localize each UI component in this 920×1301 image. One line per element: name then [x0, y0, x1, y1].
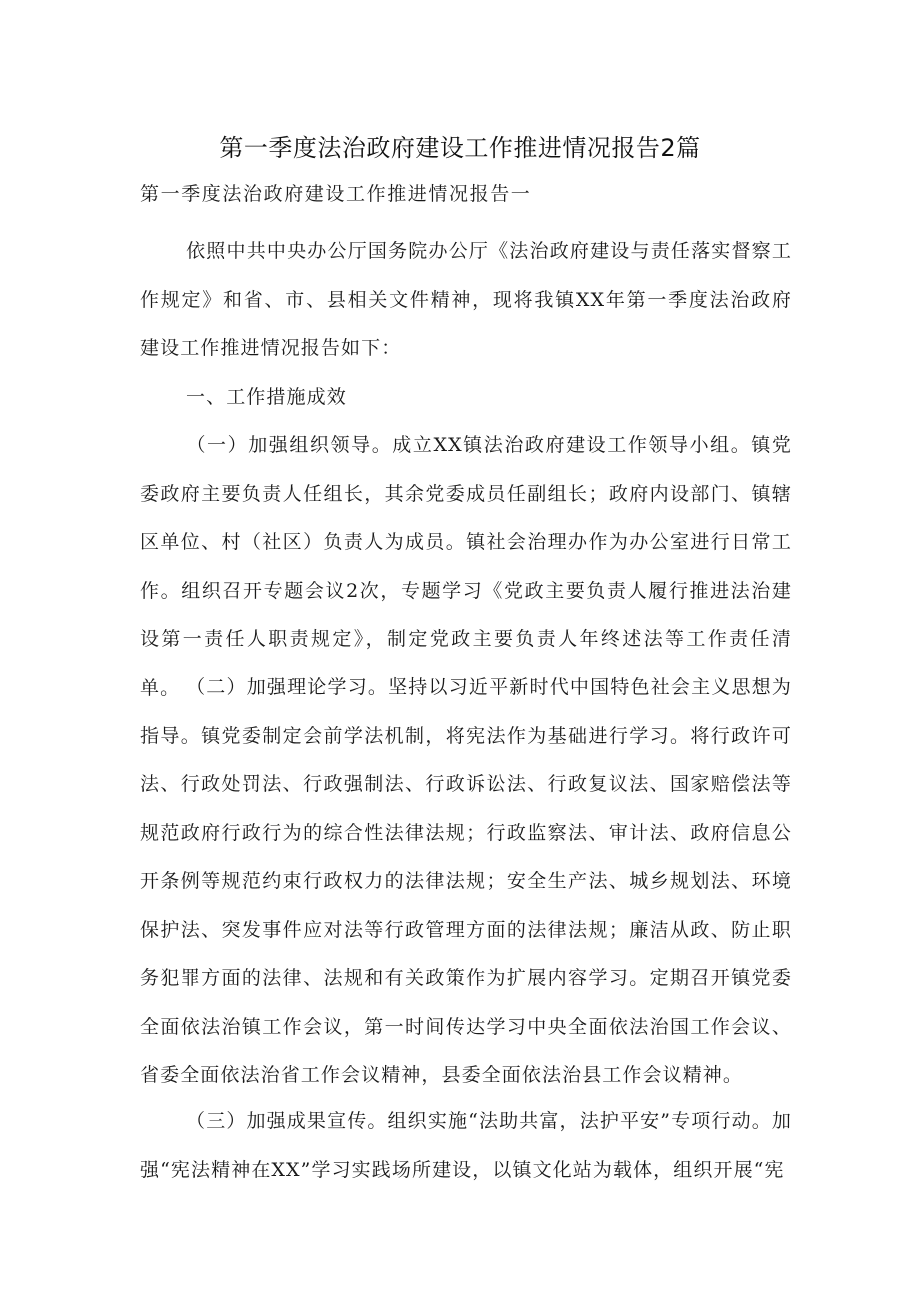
intro-paragraph	[140, 227, 792, 373]
intro-paragraph-text: 依照中共中央办公厅国务院办公厅《法治政府建设与责任落实督察工作规定》和省、市、县相关文件精神，现将我镇XX年第一季度法治政府建设工作推进情况报告如下：	[140, 240, 792, 359]
document-title: 第一季度法治政府建设工作推进情况报告2篇	[219, 134, 701, 162]
section-heading	[140, 373, 792, 422]
paragraph-publicity-text: （三）加强成果宣传。组织实施“法助共富，法护平安”专项行动。加强“宪法精神在XX”学习实践场所建设，以镇文化站为载体，组织开展“宪	[140, 1110, 792, 1181]
section-heading-text: 一、工作措施成效	[186, 386, 347, 408]
paragraph-organization-text: （一）加强组织领导。成立XX镇法治政府建设工作领导小组。镇党委政府主要负责人任组长，其余党委成员任副组长；政府内设部门、镇辖区单位、村（社区）负责人为成员。镇社会治理办作为办公室进行日常工作。组织召开专题会议2次，专题学习《党政主要负责人履行推进法治建设第一责任人职责规定》，制定党政主要负责人年终述法等工作责任清单。	[140, 434, 792, 699]
paragraph-theory-study	[140, 663, 792, 1100]
report-subtitle: 第一季度法治政府建设工作推进情况报告一	[140, 183, 532, 205]
paragraph-theory-study-text: （二）加强理论学习。坚持以习近平新时代中国特色社会主义思想为指导。镇党委制定会前学法机制，将宪法作为基础进行学习。将行政许可法、行政处罚法、行政强制法、行政诉讼法、行政复议法、国家赔偿法等规范政府行政行为的综合性法律法规；行政监察法、审计法、政府信息公开条例等规范约束行政权力的法律法规；安全生产法、城乡规划法、环境保护法、突发事件应对法等行政管理方面的法律法规；廉洁从政、防止职务犯罪方面的法律、法规和有关政策作为扩展内容学习。定期召开镇党委全面依法治镇工作会议，第一时间传达学习中央全面依法治国工作会议、省委全面依法治省工作会议精神，县委全面依法治县工作会议精神。	[140, 676, 792, 1086]
paragraph-publicity	[140, 1097, 792, 1194]
